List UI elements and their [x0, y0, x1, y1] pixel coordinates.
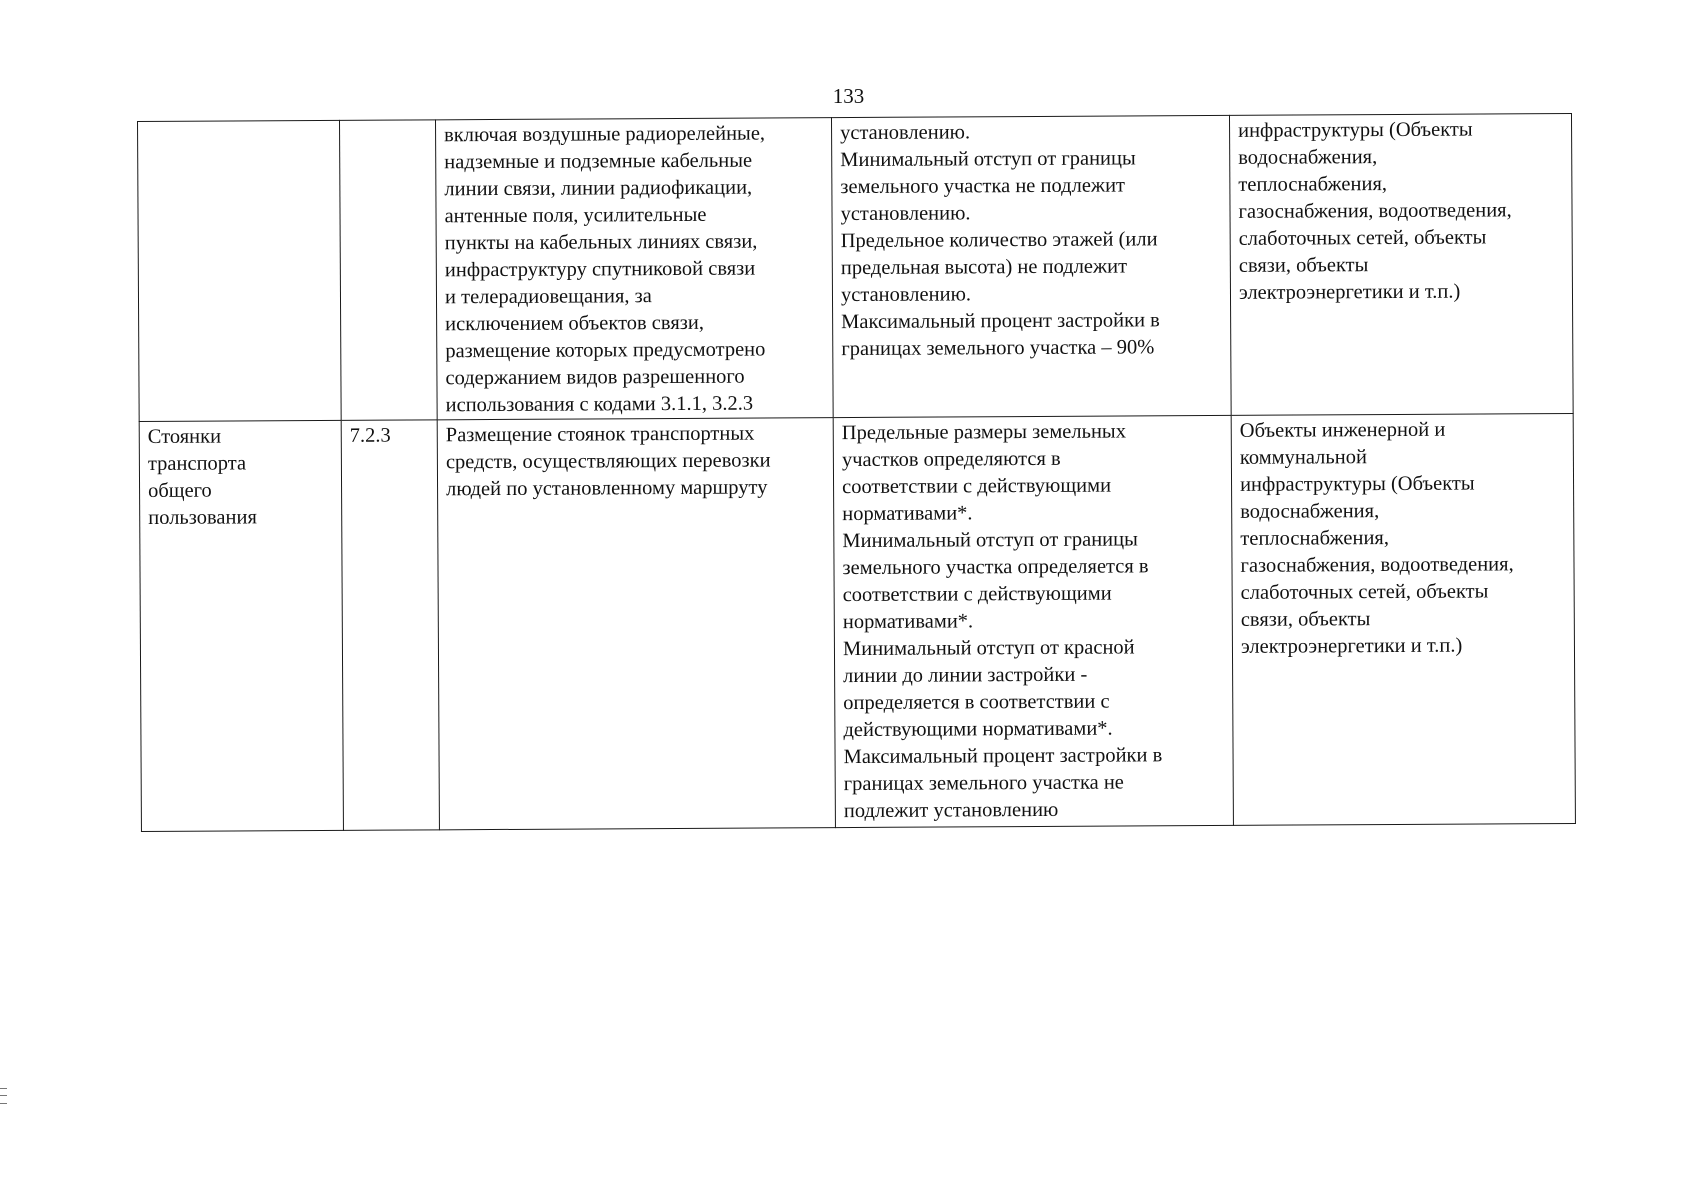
cell-text-line: подлежит установлению: [843, 798, 1059, 823]
cell-text-line: исключением объектов связи,: [445, 311, 704, 336]
use-description-cell: [437, 418, 835, 830]
cell-text-line: земельного участка определяется в: [842, 555, 1149, 580]
cell-text-line: линии до линии застройки -: [843, 663, 1088, 688]
cell-text-line: слаботочных сетей, объекты: [1238, 226, 1487, 250]
cell-text-line: теплоснабжения,: [1240, 527, 1390, 550]
permitted-use-name-cell: [139, 420, 343, 831]
cell-text-line: Максимальный процент застройки в: [843, 744, 1163, 769]
cell-text-line: инфраструктуру спутниковой связи: [444, 257, 756, 282]
use-description-cell: [435, 118, 833, 420]
use-code-cell: 7.2.3: [341, 420, 439, 831]
cell-text-line: использования с кодами 3.1.1, 3.2.3: [445, 392, 754, 417]
cell-text-line: Предельное количество этажей (или: [840, 228, 1158, 253]
cell-text-line: Максимальный процент застройки в: [841, 309, 1160, 334]
cell-text-line: транспорта: [147, 452, 247, 475]
table-row-continuation: [138, 113, 1574, 421]
construction-parameters-cell: [833, 415, 1233, 827]
cell-text-line: антенные поля, усилительные: [444, 203, 707, 228]
cell-text-line: Предельные размеры земельных: [841, 420, 1126, 445]
cell-text-line: содержанием видов разрешенного: [445, 365, 745, 390]
construction-parameters-cell: [831, 115, 1231, 417]
page-number: 133: [832, 84, 865, 108]
cell-text-line: действующими нормативами*.: [843, 717, 1113, 742]
use-code-cell: [339, 120, 437, 421]
cell-text-line: пункты на кабельных линиях связи,: [444, 230, 758, 255]
cell-text-line: участков определяются в: [841, 447, 1061, 472]
cell-text-line: надземные и подземные кабельные: [444, 149, 753, 174]
cell-text-line: инфраструктуры (Объекты: [1238, 118, 1473, 142]
cell-text-line: Минимальный отступ от границы: [842, 528, 1138, 553]
land-use-regulations-table: [137, 113, 1576, 832]
cell-text-line: связи, объекты: [1240, 608, 1371, 631]
cell-text-line: размещение которых предусмотрено: [445, 338, 766, 363]
cell-text-line: газоснабжения, водоотведения,: [1238, 199, 1512, 223]
cell-text-line: линии связи, линии радиофикации,: [444, 176, 753, 201]
cell-text-line: Стоянки: [147, 425, 222, 448]
cell-text-line: нормативами*.: [842, 610, 974, 634]
cell-text-line: нормативами*.: [842, 502, 973, 526]
cell-text-line: границах земельного участка – 90%: [841, 336, 1155, 361]
cell-text-line: водоснабжения,: [1240, 500, 1380, 523]
cell-text-line: электроэнергетики и т.п.): [1238, 280, 1461, 304]
scan-margin-mark: [0, 1088, 7, 1104]
cell-text-line: и телерадиовещания, за: [444, 285, 652, 309]
cell-text-line: установлению.: [840, 121, 971, 145]
auxiliary-objects-cell: [1231, 413, 1575, 825]
cell-text-line: пользования: [148, 506, 257, 529]
table-row-public-transport-parking: [139, 413, 1575, 831]
cell-text-line: Минимальный отступ от красной: [842, 636, 1135, 661]
cell-text-line: границах земельного участка не: [843, 771, 1124, 796]
auxiliary-objects-cell: [1229, 113, 1573, 415]
cell-text-line: определяется в соответствии с: [843, 690, 1110, 715]
cell-text-line: водоснабжения,: [1238, 146, 1378, 169]
cell-text-line: связи, объекты: [1238, 254, 1369, 277]
permitted-use-name-cell: [138, 120, 342, 421]
cell-text-line: средств, осуществляющих перевозки: [445, 449, 771, 474]
cell-text-line: слаботочных сетей, объекты: [1240, 580, 1489, 604]
cell-text-line: Размещение стоянок транспортных: [445, 422, 755, 447]
cell-text-line: соответствии с действующими: [841, 474, 1112, 499]
cell-text-line: Минимальный отступ от границы: [840, 147, 1136, 172]
cell-text-line: людей по установленному маршруту: [446, 476, 768, 501]
cell-text-line: соответствии с действующими: [842, 582, 1112, 607]
cell-text-line: электроэнергетики и т.п.): [1240, 634, 1463, 658]
cell-text-line: общего: [148, 479, 212, 502]
cell-text-line: установлению.: [840, 283, 972, 307]
cell-text-line: установлению.: [840, 202, 971, 226]
cell-text-line: инфраструктуры (Объекты: [1239, 472, 1475, 496]
cell-text-line: коммунальной: [1239, 446, 1367, 469]
cell-text-line: газоснабжения, водоотведения,: [1240, 553, 1514, 577]
cell-text-line: Объекты инженерной и: [1239, 418, 1446, 442]
cell-text-line: предельная высота) не подлежит: [840, 255, 1128, 280]
cell-text-line: земельного участка не подлежит: [840, 174, 1126, 199]
cell-text-line: теплоснабжения,: [1238, 173, 1388, 196]
cell-text-line: включая воздушные радиорелейные,: [444, 122, 766, 147]
